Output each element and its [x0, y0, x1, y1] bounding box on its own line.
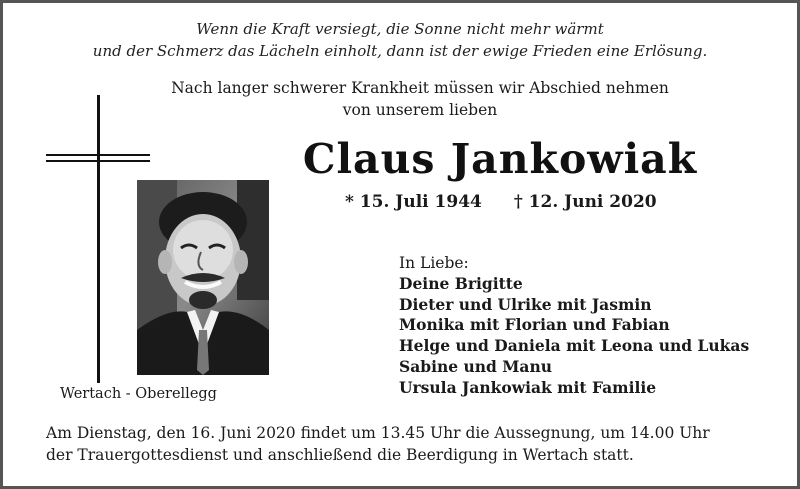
- family-member: Deine Brigitte: [399, 273, 523, 293]
- funeral-notice: [46, 422, 776, 466]
- cross-vertical-bar: [97, 95, 100, 383]
- intro-line-2: von unserem lieben: [342, 101, 498, 119]
- family-member: Helge und Daniela mit Leona und Lukas: [399, 336, 750, 356]
- family-member: Ursula Jankowiak mit Familie: [399, 377, 657, 397]
- intro-line-1: Nach langer schwerer Krankheit müssen wir Abschied nehmen: [171, 79, 669, 97]
- family-member: Dieter und Ulrike mit Jasmin: [399, 294, 652, 314]
- intro-text: [0, 77, 800, 121]
- funeral-notice-line-2: der Trauergottesdienst und anschließend die Beerdigung in Wertach statt.: [46, 446, 634, 464]
- cross-horizontal-bar: [46, 160, 150, 162]
- portrait-photo: [137, 180, 269, 375]
- portrait-image: [137, 180, 269, 375]
- family-member: Sabine und Manu: [399, 356, 553, 376]
- family-list: [399, 253, 749, 399]
- deceased-name: Claus Jankowiak: [302, 135, 698, 183]
- family-lead: In Liebe:: [399, 254, 469, 272]
- quote-line-2: und der Schmerz das Lächeln einholt, dann ist der ewige Frieden eine Erlösung.: [92, 42, 708, 60]
- quote-line-1: Wenn die Kraft versiegt, die Sonne nicht mehr wärmt: [196, 20, 604, 38]
- cross-horizontal-bar: [46, 154, 150, 156]
- birth-date: * 15. Juli 1944: [345, 192, 482, 212]
- life-dates: [345, 191, 657, 213]
- death-date: † 12. Juni 2020: [513, 192, 657, 212]
- place-of-residence: Wertach - Oberellegg: [60, 386, 217, 402]
- memorial-quote: [0, 18, 800, 62]
- family-member: Monika mit Florian und Fabian: [399, 315, 670, 335]
- funeral-notice-line-1: Am Dienstag, den 16. Juni 2020 findet um 13.45 Uhr die Aussegnung, um 14.00 Uhr: [46, 424, 710, 442]
